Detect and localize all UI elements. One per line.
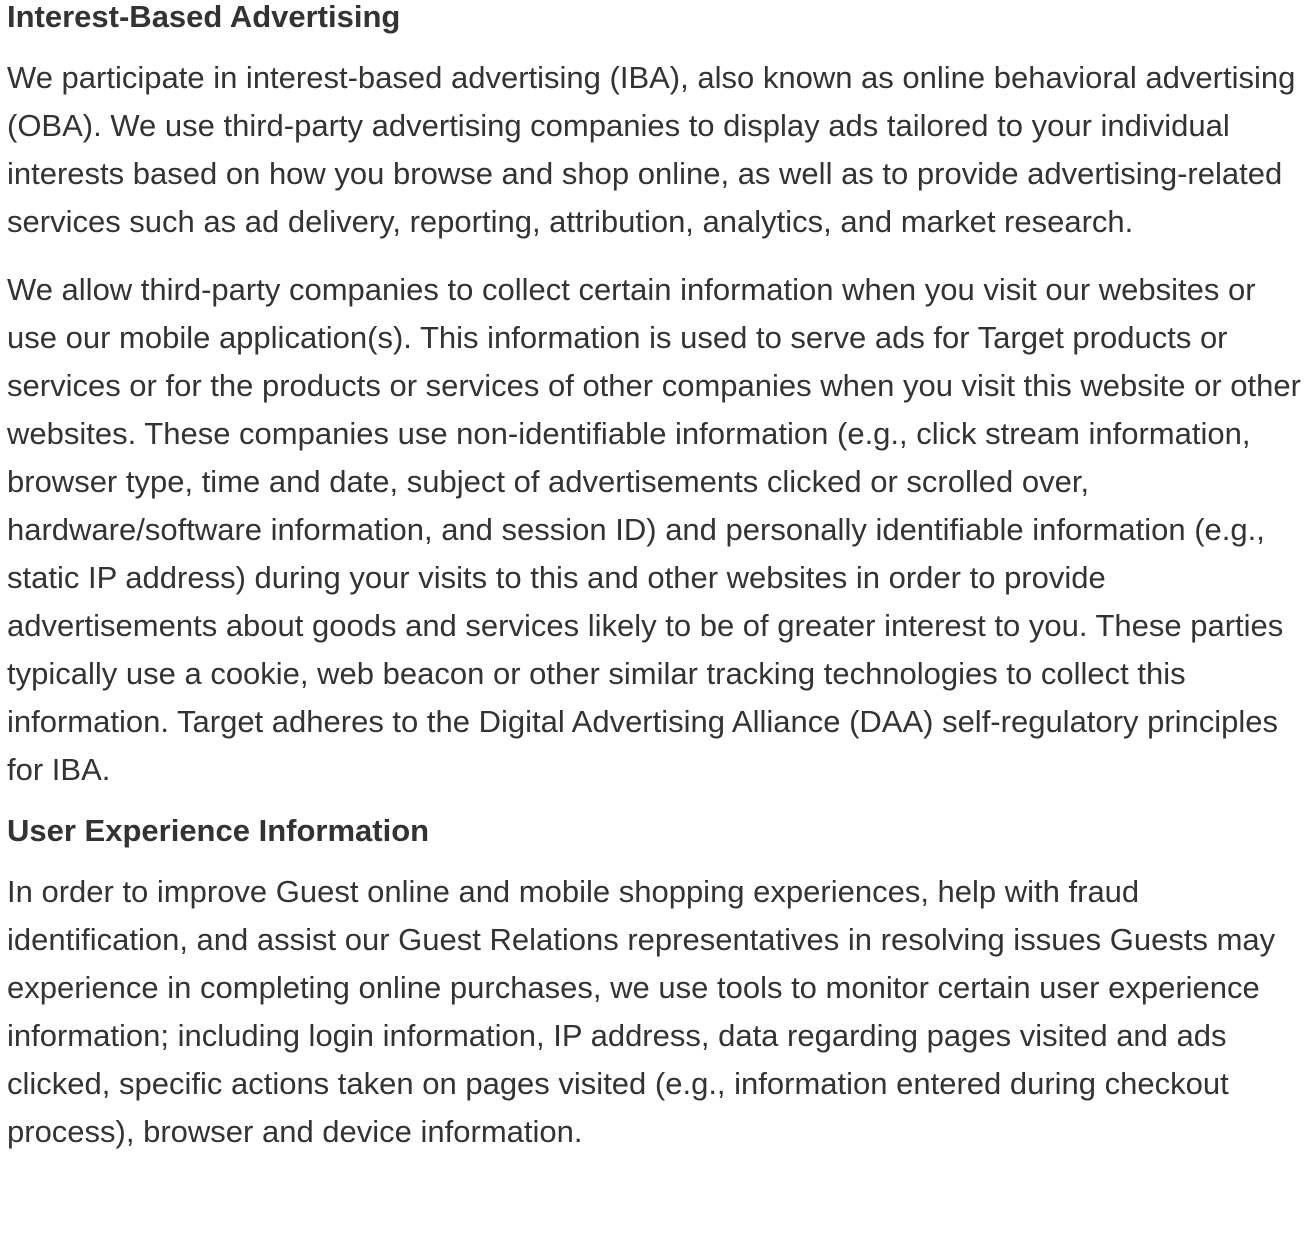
iba-paragraph-2: We allow third-party companies to collect certain information when you visit our websites or use our mobile application(s). This information is used to serve ads for Target products or services or for the products or services of other companies when you visit this website or other websites. These companies use non-identifiable information (e.g., click stream information, browser type, time and date, subject of advertisements clicked or scrolled over, hardware/software information, and session ID) and personally identifiable information (e.g., static IP address) during your visits to this and other websites in order to provide advertisements about goods and services likely to be of greater interest to you. These parties typically use a cookie, web beacon or other similar tracking technologies to collect this information. Target adheres to the Digital Advertising Alliance (DAA) self-regulatory principles for IBA.	[7, 272, 1301, 787]
section-heading-user-experience-information: User Experience Information	[7, 813, 430, 848]
iba-paragraph-1: We participate in interest-based advertising (IBA), also known as online behavioral advertising (OBA). We use third-party advertising companies to display ads tailored to your individual interests based on how you browse and shop online, as well as to provide advertising-related services such as ad delivery, reporting, attribution, analytics, and market research.	[7, 60, 1296, 239]
privacy-policy-content	[7, 0, 1309, 1156]
user-experience-paragraph: In order to improve Guest online and mobile shopping experiences, help with fraud identification, and assist our Guest Relations representatives in resolving issues Guests may experience in completing online purchases, we use tools to monitor certain user experience information; including login information, IP address, data regarding pages visited and ads clicked, specific actions taken on pages visited (e.g., information entered during checkout process), browser and device information.	[7, 874, 1276, 1149]
section-heading-interest-based-advertising: Interest-Based Advertising	[7, 0, 401, 34]
